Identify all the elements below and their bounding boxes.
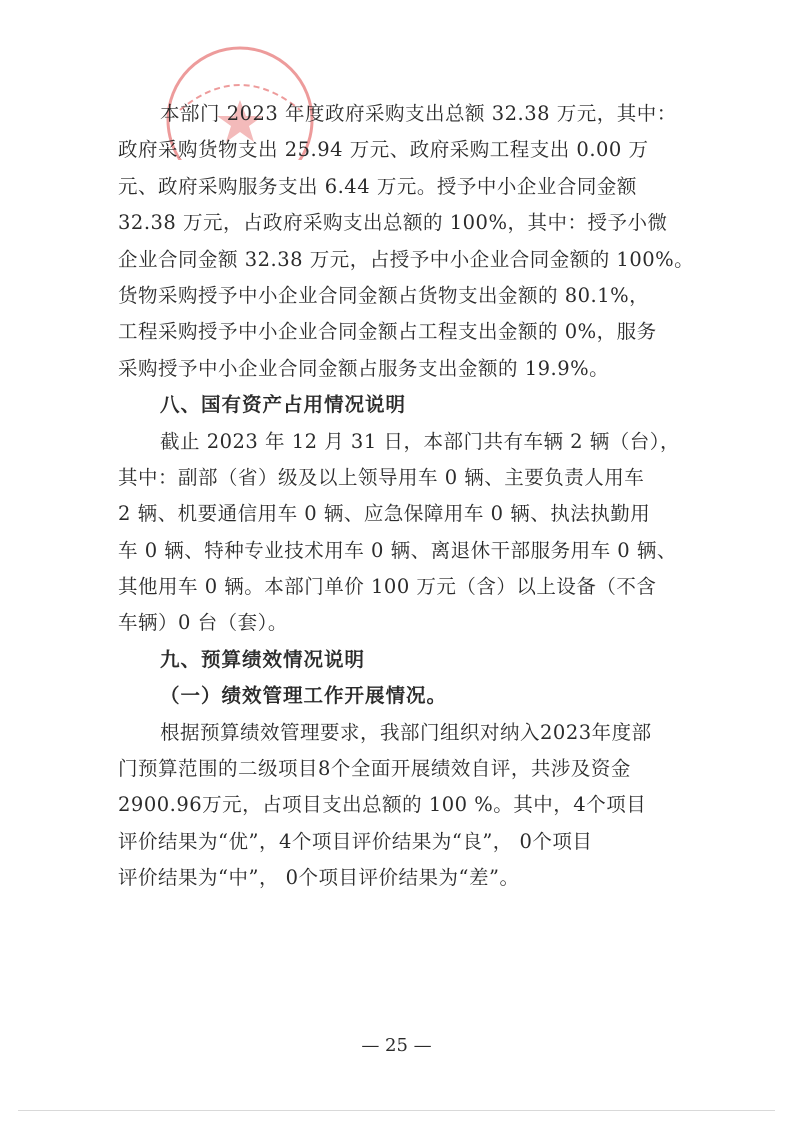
section-heading: 八、国有资产占用情况说明 bbox=[160, 393, 407, 417]
paragraph-line: 工程采购授予中小企业合同金额占工程支出金额的 0%，服务 bbox=[118, 320, 657, 344]
paragraph-line: 其中：副部（省）级及以上领导用车 0 辆、主要负责人用车 bbox=[118, 465, 645, 489]
paragraph-line: 货物采购授予中小企业合同金额占货物支出金额的 80.1%， bbox=[118, 283, 650, 307]
paragraph-line: 其他用车 0 辆。本部门单价 100 万元（含）以上设备（不含 bbox=[118, 575, 657, 599]
paragraph-line: 门预算范围的二级项目8个全面开展绩效自评，共涉及资金 bbox=[118, 757, 631, 781]
page-edge-divider bbox=[18, 1110, 775, 1111]
paragraph-line: 本部门 2023 年度政府采购支出总额 32.38 万元，其中： bbox=[160, 102, 677, 125]
paragraph-line: 采购授予中小企业合同金额占服务支出金额的 19.9%。 bbox=[118, 356, 610, 380]
paragraph-line: 2900.96万元，占项目支出总额的 100 %。其中，4个项目 bbox=[118, 793, 647, 817]
subsection-heading: （一）绩效管理工作开展情况。 bbox=[160, 684, 448, 708]
paragraph-line: 政府采购货物支出 25.94 万元、政府采购工程支出 0.00 万 bbox=[118, 138, 649, 162]
paragraph-line: 评价结果为“中”， 0个项目评价结果为“差”。 bbox=[118, 866, 520, 890]
paragraph-line: 评价结果为“优”，4个项目评价结果为“良”， 0个项目 bbox=[118, 829, 593, 853]
paragraph-line: 32.38 万元，占政府采购支出总额的 100%，其中：授予小微 bbox=[118, 211, 668, 235]
paragraph-line: 根据预算绩效管理要求，我部门组织对纳入2023年度部 bbox=[160, 720, 652, 744]
paragraph-line: 车 0 辆、特种专业技术用车 0 辆、离退休干部服务用车 0 辆、 bbox=[118, 538, 677, 562]
page-number: — 25 — bbox=[361, 1035, 432, 1056]
paragraph-line: 车辆）0 台（套）。 bbox=[118, 611, 288, 635]
paragraph-line: 截止 2023 年 12 月 31 日，本部门共有车辆 2 辆（台）， bbox=[160, 429, 680, 453]
section-heading: 九、预算绩效情况说明 bbox=[160, 647, 366, 671]
body-text bbox=[118, 96, 695, 897]
paragraph-line: 企业合同金额 32.38 万元，占授予中小企业合同金额的 100%。 bbox=[118, 247, 695, 271]
paragraph-line: 元、政府采购服务支出 6.44 万元。授予中小企业合同金额 bbox=[118, 174, 637, 198]
paragraph-line: 2 辆、机要通信用车 0 辆、应急保障用车 0 辆、执法执勤用 bbox=[118, 502, 651, 526]
